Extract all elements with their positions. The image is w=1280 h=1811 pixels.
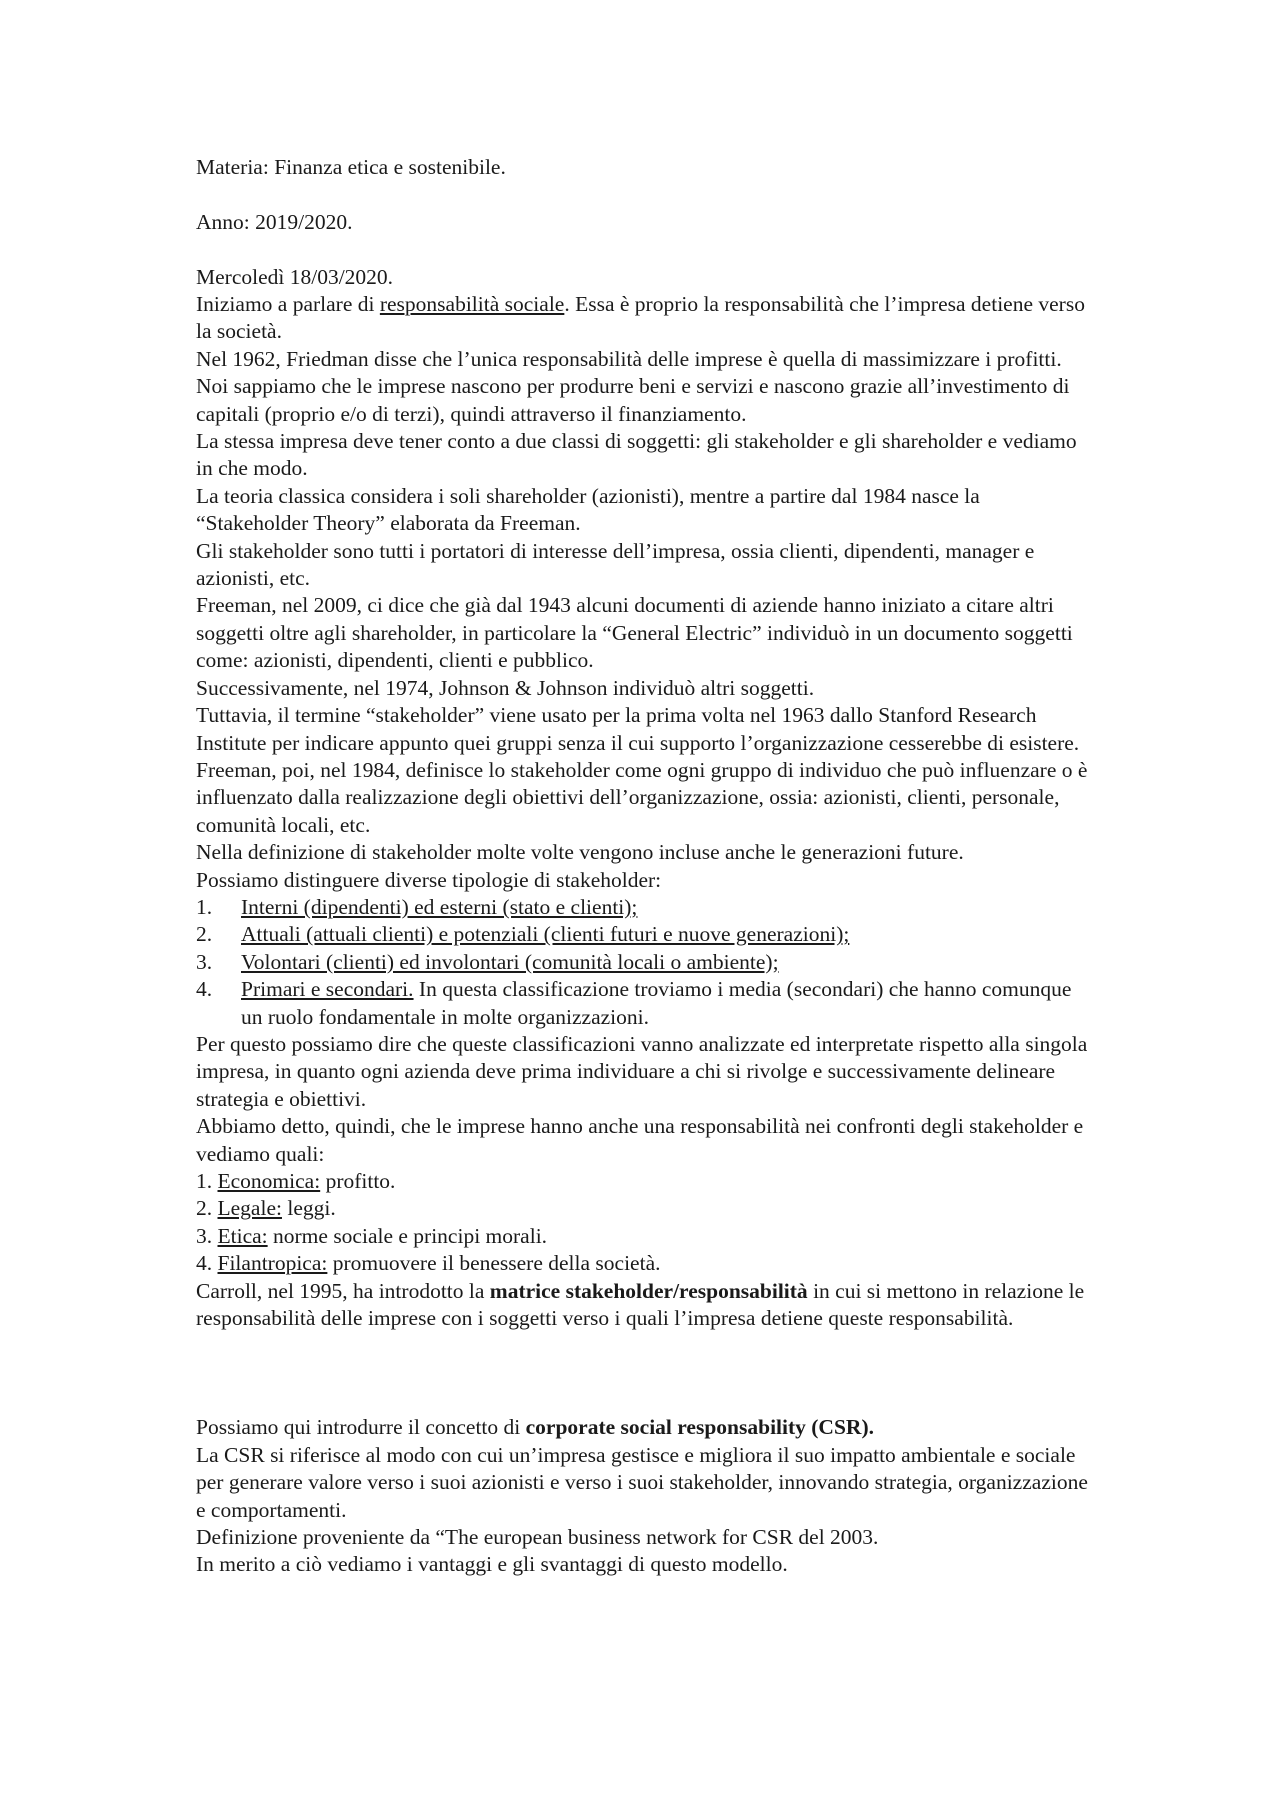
paragraph: La stessa impresa deve tener conto a due classi di soggetti: gli stakeholder e gli shareholder e vediamo in che modo. — [196, 429, 1077, 481]
responsibility-list — [196, 1168, 1096, 1278]
list-item: 4. Filantropica: promuovere il benessere della società. — [196, 1251, 661, 1276]
paragraph: Nel 1962, Friedman disse che l’unica responsabilità delle imprese è quella di massimizzare i profitti. — [196, 346, 1062, 371]
list-number: 3. — [196, 949, 213, 974]
paragraph: Possiamo qui introdurre il concetto di corporate social responsability (CSR). — [196, 1415, 874, 1440]
list-item: 1. Economica: profitto. — [196, 1169, 396, 1193]
paragraph: Iniziamo a parlare di responsabilità sociale. Essa è proprio la responsabilità che l’impresa detiene verso la società. — [196, 292, 1085, 344]
paragraph: Freeman, nel 2009, ci dice che già dal 1943 alcuni documenti di aziende hanno iniziato a citare altri soggetti oltre agli shareholder, in particolare la “General Electric” individuò in un documento soggetti come: azionisti, dipendenti, clienti e pubblico. — [196, 593, 1073, 673]
bold-term: matrice stakeholder/responsabilità — [489, 1278, 808, 1303]
bold-term: corporate social responsability (CSR). — [525, 1415, 874, 1440]
list-item: 4. Primari e secondari. In questa classificazione troviamo i media (secondari) che hanno comunque un ruolo fondamentale in molte organizzazioni. — [196, 976, 1096, 1031]
paragraph: Successivamente, nel 1974, Johnson & Johnson individuò altri soggetti. — [196, 675, 815, 700]
list-number: 2. — [196, 922, 213, 947]
list-item: 3. Volontari (clienti) ed involontari (comunità locali o ambiente); — [196, 949, 1096, 976]
paragraph: Tuttavia, il termine “stakeholder” viene usato per la prima volta nel 1963 dallo Stanford Research Institute per indicare appunto quei gruppi senza il cui supporto l’organizzazione cesserebbe di esistere. — [196, 703, 1080, 755]
paragraph: Possiamo distinguere diverse tipologie di stakeholder: — [196, 867, 662, 892]
subject-line: Materia: Finanza etica e sostenibile. — [196, 155, 506, 179]
list-item: 3. Etica: norme sociale e principi morali. — [196, 1223, 548, 1248]
document-page — [196, 154, 1096, 1579]
list-item: 2. Attuali (attuali clienti) e potenziali (clienti futuri e nuove generazioni); — [196, 921, 1096, 948]
paragraph: Carroll, nel 1995, ha introdotto la matrice stakeholder/responsabilità in cui si mettono in relazione le responsabilità delle imprese con i soggetti verso i quali l’impresa detiene queste responsabilità. — [196, 1278, 1085, 1331]
paragraph: Gli stakeholder sono tutti i portatori di interesse dell’impresa, ossia clienti, dipendenti, manager e azionisti, etc. — [196, 538, 1035, 591]
paragraph: La CSR si riferisce al modo con cui un’impresa gestisce e migliora il suo impatto ambientale e sociale per generare valore verso i suoi azionisti e verso i suoi stakeholder, innovando strategia, organizzazione e comportamenti. — [196, 1442, 1088, 1522]
paragraph: Definizione proveniente da “The european business network for CSR del 2003. — [196, 1525, 879, 1550]
paragraph: Freeman, poi, nel 1984, definisce lo stakeholder come ogni gruppo di individuo che può influenzare o è influenzato dalla realizzazione degli obiettivi dell’organizzazione, ossia: azionisti, clienti, personale, comunità locali, etc. — [196, 757, 1088, 837]
year-line: Anno: 2019/2020. — [196, 209, 353, 234]
paragraph: Abbiamo detto, quindi, che le imprese hanno anche una responsabilità nei confronti degli stakeholder e vediamo quali: — [196, 1114, 1084, 1166]
paragraph: In merito a ciò vediamo i vantaggi e gli svantaggi di questo modello. — [196, 1552, 788, 1577]
paragraph: La teoria classica considera i soli shareholder (azionisti), mentre a partire dal 1984 nasce la “Stakeholder Theory” elaborata da Freeman. — [196, 483, 980, 536]
paragraph: Nella definizione di stakeholder molte volte vengono incluse anche le generazioni future. — [196, 840, 964, 865]
list-number: 4. — [196, 977, 213, 1002]
underlined-term: responsabilità sociale — [379, 292, 565, 316]
list-number: 1. — [196, 894, 213, 919]
list-item: 2. Legale: leggi. — [196, 1196, 336, 1221]
stakeholder-types-list — [196, 894, 1096, 1031]
paragraph: Noi sappiamo che le imprese nascono per produrre beni e servizi e nascono grazie all’investimento di capitali (proprio e/o di terzi), quindi attraverso il finanziamento. — [196, 374, 1070, 426]
paragraph: Per questo possiamo dire che queste classificazioni vanno analizzate ed interpretate rispetto alla singola impresa, in quanto ogni azienda deve prima individuare a chi si rivolge e successivamente delineare strategia e obiettivi. — [196, 1031, 1088, 1111]
date-line: Mercoledì 18/03/2020. — [196, 264, 394, 289]
list-item: 1. Interni (dipendenti) ed esterni (stato e clienti); — [196, 894, 1096, 921]
